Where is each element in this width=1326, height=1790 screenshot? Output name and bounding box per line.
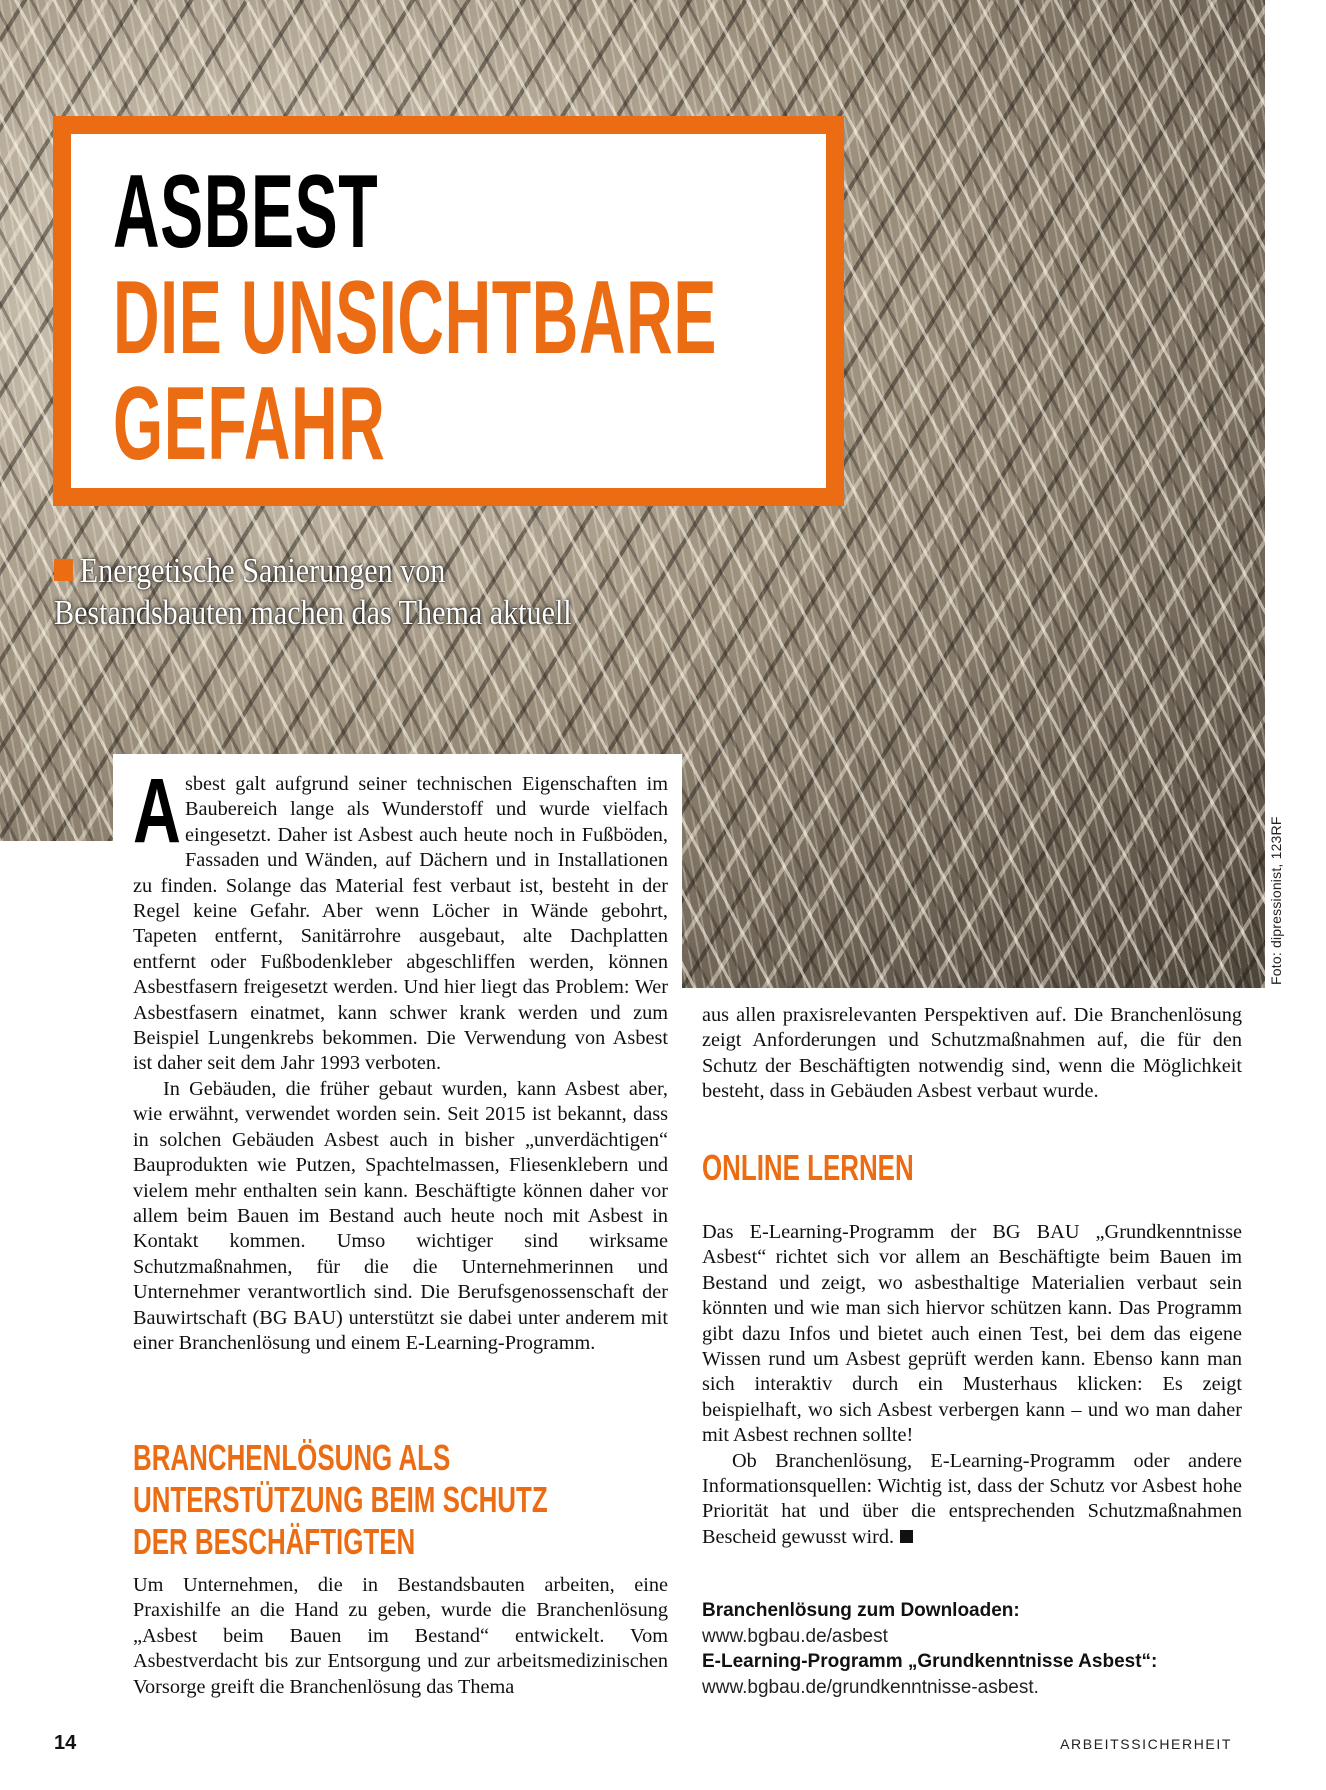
title-line-2: DIE UNSICHTBARE <box>113 260 717 376</box>
end-of-article-square-icon <box>900 1530 913 1543</box>
photo-credit: Foto: dipressionist, 123RF <box>1268 816 1284 985</box>
title-box <box>53 116 844 506</box>
running-title: ARBEITSSICHERHEIT <box>1060 1736 1232 1752</box>
title-line-3: GEFAHR <box>113 366 386 482</box>
paragraph-1: Asbest galt aufgrund seiner technischen Eigenschaften im Baubereich lange als Wunderstoff und wurde vielfach eingesetzt. Daher ist Asbest auch heute noch in Fußböden, Fassaden und Wänden, auf Dächern und in Installationen zu finden. Solange das Material fest verbaut ist, besteht in der Regel keine Gefahr. Aber wenn Löcher in Wände gebohrt, Tapeten entfernt, Sanitärrohre ausgebaut, alte Dachplatten entfernt oder Fußbodenkleber abgeschliffen werden, können Asbestfasern freigesetzt werden. Und hier liegt das Problem: Wer Asbestfasern einatmet, kann schwer krank werden und zum Beispiel Lungenkrebs bekommen. Die Verwendung von Asbest ist daher seit dem Jahr 1993 verboten. <box>133 760 668 1075</box>
subtitle <box>54 550 604 634</box>
paragraph-2: In Gebäuden, die früher gebaut wurden, kann Asbest aber, wie erwähnt, verwendet worden sein. Seit 2015 ist bekannt, dass in solchen Gebäuden Asbest auch in bisher „unverdächtigen“ Bauprodukten wie Putzen, Spachtelmassen, Fliesenklebern und vielem mehr enthalten sein kann. Beschäftigte können daher vor allem beim Bauen im Bestand auch heute noch mit Asbest in Kontakt kommen. Umso wichtiger sind wirksame Schutzmaßnahmen, für die die Unternehmerinnen und Unternehmer verantwortlich sind. Die Berufsgenossenschaft der Bauwirtschaft (BG BAU) unterstützt sie dabei unter anderem mit einer Branchenlösung und einem E-Learning-Programm. <box>133 1077 668 1354</box>
link-url-grundkenntnisse[interactable]: www.bgbau.de/grundkenntnisse-asbest. <box>702 1676 1039 1698</box>
subtitle-line-2: Bestandsbauten machen das Thema aktuell <box>54 593 572 632</box>
paragraph-online-1: Das E-Learning-Programm der BG BAU „Grundkenntnisse Asbest“ richtet sich vor allem an Beschäftigte beim Bauen im Bestand und zeigt, wo asbesthaltige Materialien verbaut sein könnten und wie man sich hiervor schützen kann. Das Programm gibt dazu Infos und bietet auch einen Test, bei dem das eigene Wissen rund um Asbest geprüft werden kann. Ebenso kann man sich interaktiv durch ein Musterhaus klicken: Es zeigt beispielhaft, wo sich Asbest verbergen kann – und wo man daher mit Asbest rechnen sollte! <box>702 1221 1242 1447</box>
link-label-elearning: E-Learning-Programm „Grundkenntnisse Asbest“: <box>702 1651 1158 1672</box>
subtitle-line-1: Energetische Sanierungen von <box>54 550 604 592</box>
section-1-text-left: Um Unternehmen, die in Bestandsbauten arbeiten, eine Praxishilfe an die Hand zu geben, wurde die Branchenlösung „Asbest beim Bauen im Bestand“ entwickelt. Vom Asbestverdacht bis zur Entsorgung und zur arbeitsmedizinischen Vorsorge greift die Branchenlösung das Thema <box>133 1574 668 1698</box>
info-links <box>702 1598 1262 1700</box>
link-url-asbest[interactable]: www.bgbau.de/asbest <box>702 1625 888 1647</box>
section-1-text-right: aus allen praxisrelevanten Perspektiven auf. Die Branchenlösung zeigt Anforderungen und Schutzmaßnahmen auf, die für den Schutz der Beschäftigten notwendig sind, wenn die Möglichkeit besteht, dass in Gebäuden Asbest verbaut wurde. <box>702 1004 1242 1103</box>
section-heading-online-lernen: ONLINE LERNEN <box>702 1147 914 1188</box>
page-margin <box>0 841 113 991</box>
paragraph-online-2: Ob Branchenlösung, E-Learning-Programm oder andere Informationsquellen: Wichtig ist, dass der Schutz vor Asbest hohe Priorität hat und über die entsprechenden Schutzmaßnahmen Bescheid gewusst wird. <box>702 1449 1242 1548</box>
orange-square-bullet-icon <box>54 559 73 581</box>
section-heading-branchenloesung: BRANCHENLÖSUNG ALS UNTERSTÜTZUNG BEIM SCHUTZ DER BESCHÄFTIGTEN <box>133 1437 548 1562</box>
title-line-1: ASBEST <box>113 154 379 270</box>
page-number: 14 <box>54 1732 77 1754</box>
section-2-text <box>702 1220 1242 1550</box>
article-intro <box>133 760 668 1356</box>
link-label-download: Branchenlösung zum Downloaden: <box>702 1600 1020 1621</box>
drop-cap: A <box>133 760 181 862</box>
